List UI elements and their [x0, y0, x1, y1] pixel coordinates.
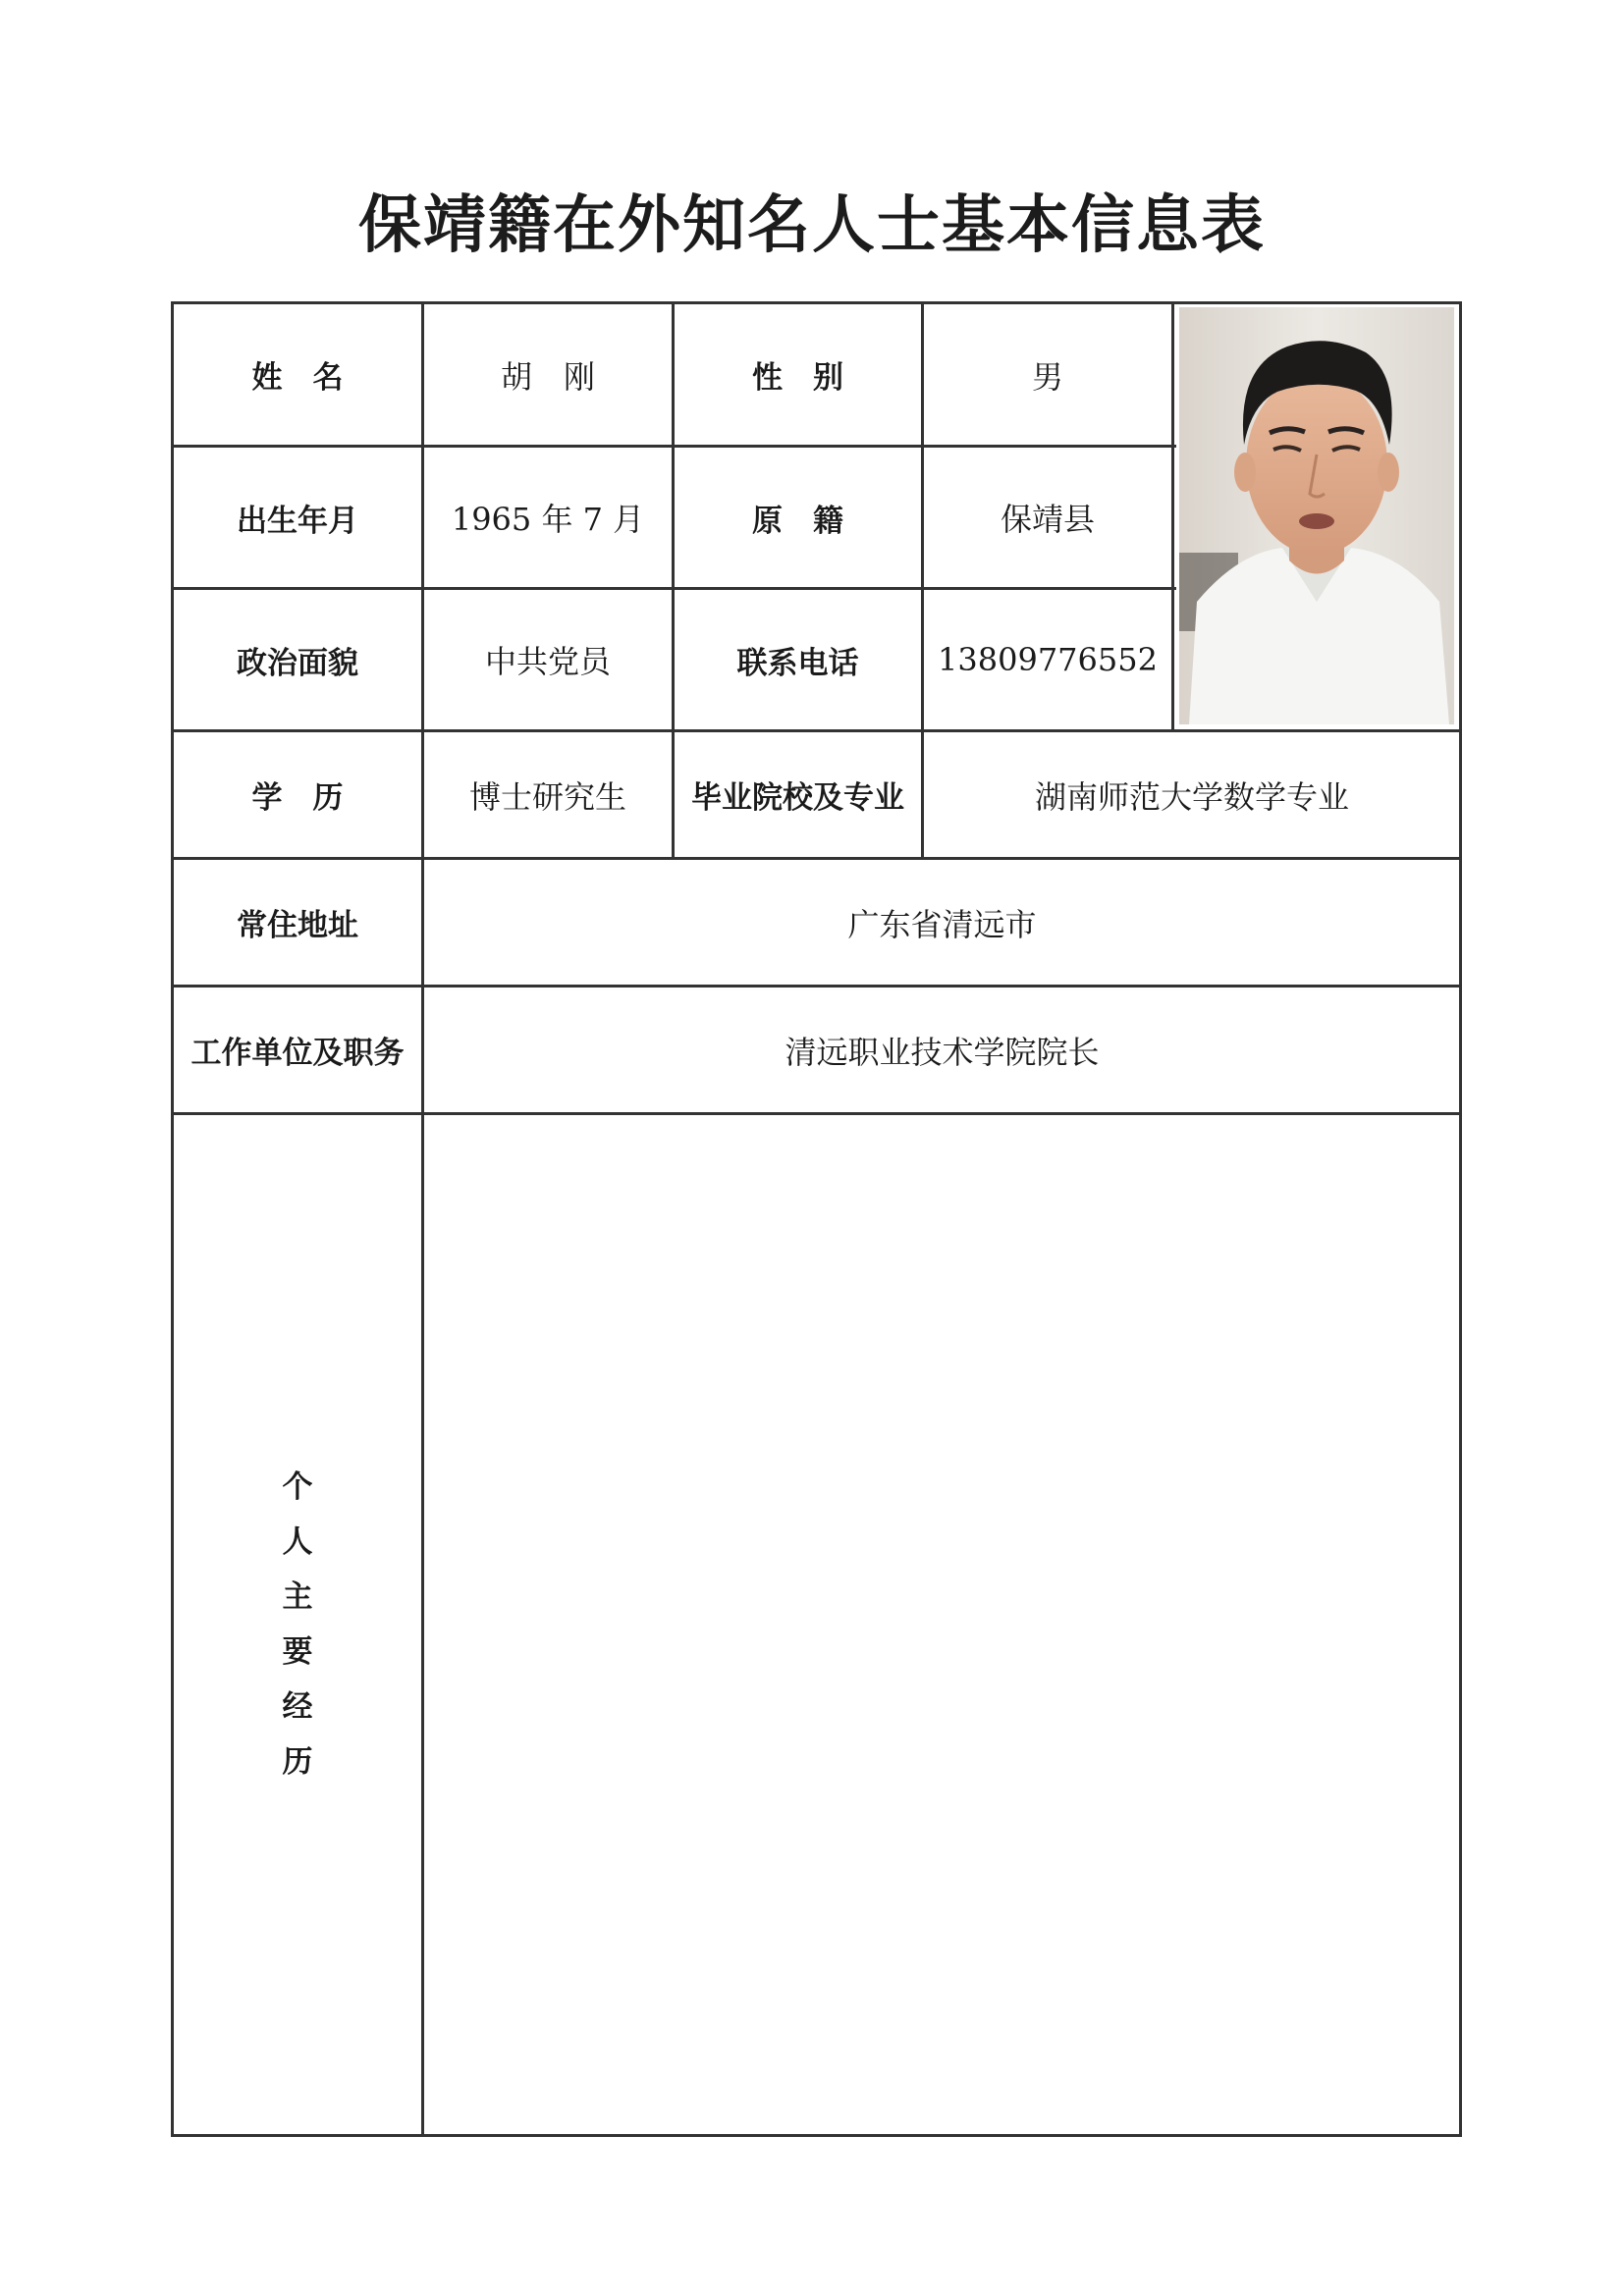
label-experience-char: 历	[282, 1744, 313, 1780]
value-address: 广东省清远市	[847, 905, 1037, 943]
label-experience-char: 要	[282, 1634, 313, 1670]
value-work: 清远职业技术学院院长	[785, 1033, 1100, 1071]
label-experience-char: 人	[282, 1524, 313, 1560]
label-address: 常住地址	[237, 908, 358, 943]
portrait-photo	[1179, 307, 1454, 724]
column-divider	[1171, 303, 1174, 731]
label-experience-char: 主	[282, 1579, 313, 1615]
label-origin: 原 籍	[752, 503, 843, 539]
label-politics: 政治面貌	[237, 645, 358, 681]
label-work: 工作单位及职务	[190, 1036, 405, 1071]
value-politics: 中共党员	[484, 643, 611, 680]
label-experience-char: 经	[282, 1689, 313, 1725]
value-school: 湖南师范大学数学专业	[1034, 777, 1349, 816]
value-education: 博士研究生	[468, 777, 626, 816]
value-gender: 男	[1031, 357, 1063, 396]
label-phone: 联系电话	[736, 645, 859, 681]
label-gender: 性 别	[752, 360, 843, 396]
label-school: 毕业院校及专业	[691, 780, 904, 816]
label-birth: 出生年月	[237, 503, 358, 539]
label-experience-char: 个	[282, 1469, 313, 1505]
value-birth: 1965 年 7 月	[451, 501, 645, 538]
label-education: 学 历	[251, 780, 344, 816]
value-origin: 保靖县	[1000, 501, 1095, 538]
label-experience	[174, 1115, 421, 2134]
value-name: 胡 刚	[500, 357, 595, 396]
label-name: 姓 名	[251, 360, 344, 396]
form-title: 保靖籍在外知名人士基本信息表	[358, 188, 1266, 262]
value-experience[interactable]	[424, 1115, 1460, 2134]
value-phone: 13809776552	[938, 641, 1158, 678]
